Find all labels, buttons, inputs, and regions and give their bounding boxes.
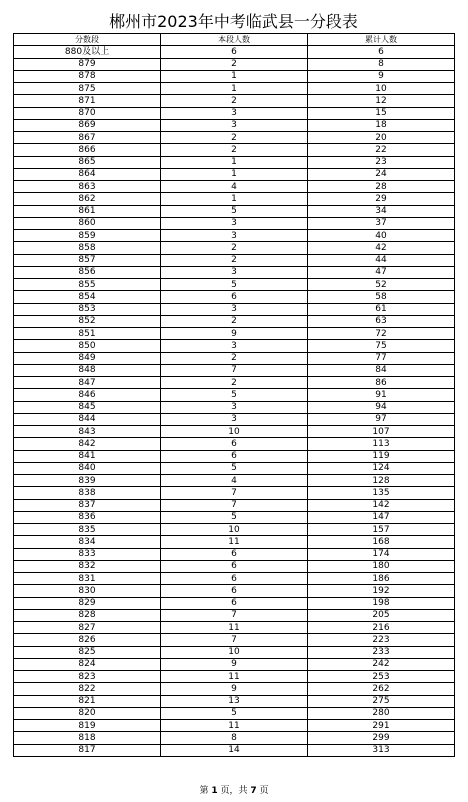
column-header-cumulative: 累计人数 xyxy=(308,34,455,46)
score-cell: 847 xyxy=(14,377,161,389)
count-cell: 9 xyxy=(161,658,308,670)
count-cell: 2 xyxy=(161,242,308,254)
cumulative-cell: 24 xyxy=(308,168,455,180)
count-cell: 11 xyxy=(161,622,308,634)
table-row xyxy=(14,119,455,131)
count-cell: 10 xyxy=(161,524,308,536)
count-cell: 6 xyxy=(161,450,308,462)
score-cell: 878 xyxy=(14,70,161,82)
page-title: 郴州市2023年中考临武县一分段表 xyxy=(109,12,358,31)
cumulative-cell: 52 xyxy=(308,279,455,291)
score-cell: 840 xyxy=(14,462,161,474)
score-cell: 821 xyxy=(14,695,161,707)
table-row xyxy=(14,462,455,474)
table-row xyxy=(14,156,455,168)
count-cell: 2 xyxy=(161,254,308,266)
table-row xyxy=(14,168,455,180)
score-cell: 849 xyxy=(14,352,161,364)
cumulative-cell: 198 xyxy=(308,597,455,609)
score-cell: 851 xyxy=(14,328,161,340)
score-cell: 820 xyxy=(14,707,161,719)
cumulative-cell: 262 xyxy=(308,683,455,695)
score-cell: 830 xyxy=(14,585,161,597)
cumulative-cell: 216 xyxy=(308,622,455,634)
table-row xyxy=(14,426,455,438)
count-cell: 11 xyxy=(161,536,308,548)
table-row xyxy=(14,622,455,634)
cumulative-cell: 77 xyxy=(308,352,455,364)
score-cell: 828 xyxy=(14,609,161,621)
footer-current-page: 1 xyxy=(211,786,218,796)
count-cell: 1 xyxy=(161,168,308,180)
score-cell: 871 xyxy=(14,95,161,107)
table-row xyxy=(14,744,455,756)
table-row xyxy=(14,597,455,609)
cumulative-cell: 9 xyxy=(308,70,455,82)
count-cell: 9 xyxy=(161,328,308,340)
score-cell: 870 xyxy=(14,107,161,119)
cumulative-cell: 29 xyxy=(308,193,455,205)
table-row xyxy=(14,340,455,352)
count-cell: 2 xyxy=(161,95,308,107)
cumulative-cell: 23 xyxy=(308,156,455,168)
table-row xyxy=(14,499,455,511)
table-row xyxy=(14,683,455,695)
table-row xyxy=(14,205,455,217)
table-row xyxy=(14,181,455,193)
score-cell: 862 xyxy=(14,193,161,205)
table-row xyxy=(14,609,455,621)
score-cell: 854 xyxy=(14,291,161,303)
table-row xyxy=(14,548,455,560)
count-cell: 7 xyxy=(161,487,308,499)
score-cell: 879 xyxy=(14,58,161,70)
count-cell: 5 xyxy=(161,511,308,523)
count-cell: 3 xyxy=(161,340,308,352)
table-row xyxy=(14,720,455,732)
cumulative-cell: 142 xyxy=(308,499,455,511)
score-cell: 867 xyxy=(14,132,161,144)
table-row xyxy=(14,646,455,658)
score-cell: 826 xyxy=(14,634,161,646)
count-cell: 6 xyxy=(161,548,308,560)
table-row xyxy=(14,487,455,499)
cumulative-cell: 299 xyxy=(308,732,455,744)
table-row xyxy=(14,132,455,144)
table-row xyxy=(14,364,455,376)
count-cell: 3 xyxy=(161,107,308,119)
cumulative-cell: 12 xyxy=(308,95,455,107)
table-row xyxy=(14,107,455,119)
score-cell: 842 xyxy=(14,438,161,450)
table-row xyxy=(14,450,455,462)
table-row xyxy=(14,230,455,242)
table-row xyxy=(14,377,455,389)
count-cell: 6 xyxy=(161,560,308,572)
table-row xyxy=(14,438,455,450)
score-cell: 852 xyxy=(14,315,161,327)
count-cell: 6 xyxy=(161,291,308,303)
count-cell: 2 xyxy=(161,132,308,144)
table-row xyxy=(14,634,455,646)
table-row xyxy=(14,475,455,487)
table-row xyxy=(14,560,455,572)
count-cell: 5 xyxy=(161,205,308,217)
table-row xyxy=(14,242,455,254)
count-cell: 6 xyxy=(161,46,308,58)
score-cell: 839 xyxy=(14,475,161,487)
table-row xyxy=(14,389,455,401)
count-cell: 1 xyxy=(161,83,308,95)
count-cell: 3 xyxy=(161,230,308,242)
footer-total-pages: 7 xyxy=(250,786,257,796)
count-cell: 2 xyxy=(161,58,308,70)
cumulative-cell: 119 xyxy=(308,450,455,462)
count-cell: 1 xyxy=(161,193,308,205)
score-cell: 835 xyxy=(14,524,161,536)
score-cell: 823 xyxy=(14,671,161,683)
table-row xyxy=(14,46,455,58)
cumulative-cell: 253 xyxy=(308,671,455,683)
cumulative-cell: 192 xyxy=(308,585,455,597)
count-cell: 6 xyxy=(161,585,308,597)
table-row xyxy=(14,315,455,327)
count-cell: 2 xyxy=(161,352,308,364)
cumulative-cell: 313 xyxy=(308,744,455,756)
table-row xyxy=(14,70,455,82)
count-cell: 6 xyxy=(161,573,308,585)
cumulative-cell: 86 xyxy=(308,377,455,389)
cumulative-cell: 40 xyxy=(308,230,455,242)
cumulative-cell: 47 xyxy=(308,266,455,278)
table-row xyxy=(14,511,455,523)
count-cell: 10 xyxy=(161,426,308,438)
score-cell: 829 xyxy=(14,597,161,609)
count-cell: 7 xyxy=(161,499,308,511)
score-cell: 833 xyxy=(14,548,161,560)
table-row xyxy=(14,144,455,156)
table-row xyxy=(14,352,455,364)
cumulative-cell: 205 xyxy=(308,609,455,621)
cumulative-cell: 72 xyxy=(308,328,455,340)
score-cell: 822 xyxy=(14,683,161,695)
cumulative-cell: 84 xyxy=(308,364,455,376)
score-cell: 841 xyxy=(14,450,161,462)
page-footer xyxy=(0,785,468,797)
cumulative-cell: 42 xyxy=(308,242,455,254)
cumulative-cell: 291 xyxy=(308,720,455,732)
score-cell: 836 xyxy=(14,511,161,523)
count-cell: 3 xyxy=(161,401,308,413)
score-cell: 838 xyxy=(14,487,161,499)
count-cell: 3 xyxy=(161,413,308,425)
cumulative-cell: 124 xyxy=(308,462,455,474)
table-row xyxy=(14,707,455,719)
table-row xyxy=(14,266,455,278)
cumulative-cell: 97 xyxy=(308,413,455,425)
cumulative-cell: 22 xyxy=(308,144,455,156)
score-cell: 863 xyxy=(14,181,161,193)
cumulative-cell: 6 xyxy=(308,46,455,58)
table-row xyxy=(14,303,455,315)
table-row xyxy=(14,732,455,744)
count-cell: 3 xyxy=(161,303,308,315)
score-cell: 856 xyxy=(14,266,161,278)
score-cell: 859 xyxy=(14,230,161,242)
count-cell: 7 xyxy=(161,609,308,621)
count-cell: 14 xyxy=(161,744,308,756)
cumulative-cell: 44 xyxy=(308,254,455,266)
cumulative-cell: 280 xyxy=(308,707,455,719)
score-cell: 843 xyxy=(14,426,161,438)
cumulative-cell: 275 xyxy=(308,695,455,707)
score-cell: 858 xyxy=(14,242,161,254)
score-cell: 880及以上 xyxy=(14,46,161,58)
score-cell: 848 xyxy=(14,364,161,376)
footer-suffix: 页 xyxy=(256,786,269,796)
cumulative-cell: 174 xyxy=(308,548,455,560)
count-cell: 1 xyxy=(161,156,308,168)
count-cell: 3 xyxy=(161,119,308,131)
table-row xyxy=(14,695,455,707)
cumulative-cell: 58 xyxy=(308,291,455,303)
score-cell: 850 xyxy=(14,340,161,352)
score-cell: 860 xyxy=(14,217,161,229)
table-row xyxy=(14,401,455,413)
table-row xyxy=(14,328,455,340)
table-header-row xyxy=(14,34,455,46)
score-cell: 832 xyxy=(14,560,161,572)
cumulative-cell: 180 xyxy=(308,560,455,572)
count-cell: 1 xyxy=(161,70,308,82)
score-cell: 857 xyxy=(14,254,161,266)
score-cell: 817 xyxy=(14,744,161,756)
score-cell: 824 xyxy=(14,658,161,670)
score-distribution-table xyxy=(13,33,455,757)
table-row xyxy=(14,58,455,70)
score-cell: 831 xyxy=(14,573,161,585)
cumulative-cell: 186 xyxy=(308,573,455,585)
cumulative-cell: 28 xyxy=(308,181,455,193)
cumulative-cell: 223 xyxy=(308,634,455,646)
score-cell: 869 xyxy=(14,119,161,131)
table-row xyxy=(14,536,455,548)
table-row xyxy=(14,524,455,536)
count-cell: 2 xyxy=(161,315,308,327)
table-row xyxy=(14,217,455,229)
table-row xyxy=(14,671,455,683)
cumulative-cell: 107 xyxy=(308,426,455,438)
score-cell: 864 xyxy=(14,168,161,180)
cumulative-cell: 15 xyxy=(308,107,455,119)
cumulative-cell: 8 xyxy=(308,58,455,70)
score-cell: 834 xyxy=(14,536,161,548)
count-cell: 11 xyxy=(161,720,308,732)
cumulative-cell: 113 xyxy=(308,438,455,450)
footer-middle: 页，共 xyxy=(217,786,251,796)
count-cell: 6 xyxy=(161,597,308,609)
count-cell: 4 xyxy=(161,475,308,487)
count-cell: 9 xyxy=(161,683,308,695)
count-cell: 8 xyxy=(161,732,308,744)
cumulative-cell: 233 xyxy=(308,646,455,658)
cumulative-cell: 20 xyxy=(308,132,455,144)
cumulative-cell: 34 xyxy=(308,205,455,217)
cumulative-cell: 75 xyxy=(308,340,455,352)
cumulative-cell: 135 xyxy=(308,487,455,499)
count-cell: 13 xyxy=(161,695,308,707)
count-cell: 5 xyxy=(161,462,308,474)
table-row xyxy=(14,658,455,670)
column-header-score: 分数段 xyxy=(14,34,161,46)
score-cell: 846 xyxy=(14,389,161,401)
count-cell: 3 xyxy=(161,217,308,229)
table-row xyxy=(14,291,455,303)
cumulative-cell: 63 xyxy=(308,315,455,327)
footer-prefix: 第 xyxy=(199,786,212,796)
table-row xyxy=(14,413,455,425)
count-cell: 4 xyxy=(161,181,308,193)
table-row xyxy=(14,279,455,291)
cumulative-cell: 61 xyxy=(308,303,455,315)
score-cell: 875 xyxy=(14,83,161,95)
count-cell: 7 xyxy=(161,364,308,376)
cumulative-cell: 94 xyxy=(308,401,455,413)
table-body xyxy=(14,46,455,757)
score-cell: 837 xyxy=(14,499,161,511)
cumulative-cell: 128 xyxy=(308,475,455,487)
count-cell: 2 xyxy=(161,144,308,156)
score-cell: 818 xyxy=(14,732,161,744)
table-row xyxy=(14,585,455,597)
count-cell: 5 xyxy=(161,707,308,719)
score-cell: 866 xyxy=(14,144,161,156)
count-cell: 5 xyxy=(161,279,308,291)
score-cell: 825 xyxy=(14,646,161,658)
score-cell: 855 xyxy=(14,279,161,291)
score-cell: 819 xyxy=(14,720,161,732)
cumulative-cell: 37 xyxy=(308,217,455,229)
score-cell: 827 xyxy=(14,622,161,634)
table-row xyxy=(14,254,455,266)
cumulative-cell: 168 xyxy=(308,536,455,548)
table-row xyxy=(14,193,455,205)
table-row xyxy=(14,95,455,107)
cumulative-cell: 157 xyxy=(308,524,455,536)
cumulative-cell: 91 xyxy=(308,389,455,401)
cumulative-cell: 242 xyxy=(308,658,455,670)
count-cell: 10 xyxy=(161,646,308,658)
count-cell: 3 xyxy=(161,266,308,278)
table-row xyxy=(14,573,455,585)
count-cell: 11 xyxy=(161,671,308,683)
score-cell: 865 xyxy=(14,156,161,168)
table-row xyxy=(14,83,455,95)
count-cell: 2 xyxy=(161,377,308,389)
score-cell: 845 xyxy=(14,401,161,413)
score-cell: 853 xyxy=(14,303,161,315)
column-header-count: 本段人数 xyxy=(161,34,308,46)
count-cell: 5 xyxy=(161,389,308,401)
cumulative-cell: 10 xyxy=(308,83,455,95)
count-cell: 6 xyxy=(161,438,308,450)
count-cell: 7 xyxy=(161,634,308,646)
score-cell: 844 xyxy=(14,413,161,425)
score-cell: 861 xyxy=(14,205,161,217)
cumulative-cell: 18 xyxy=(308,119,455,131)
cumulative-cell: 147 xyxy=(308,511,455,523)
